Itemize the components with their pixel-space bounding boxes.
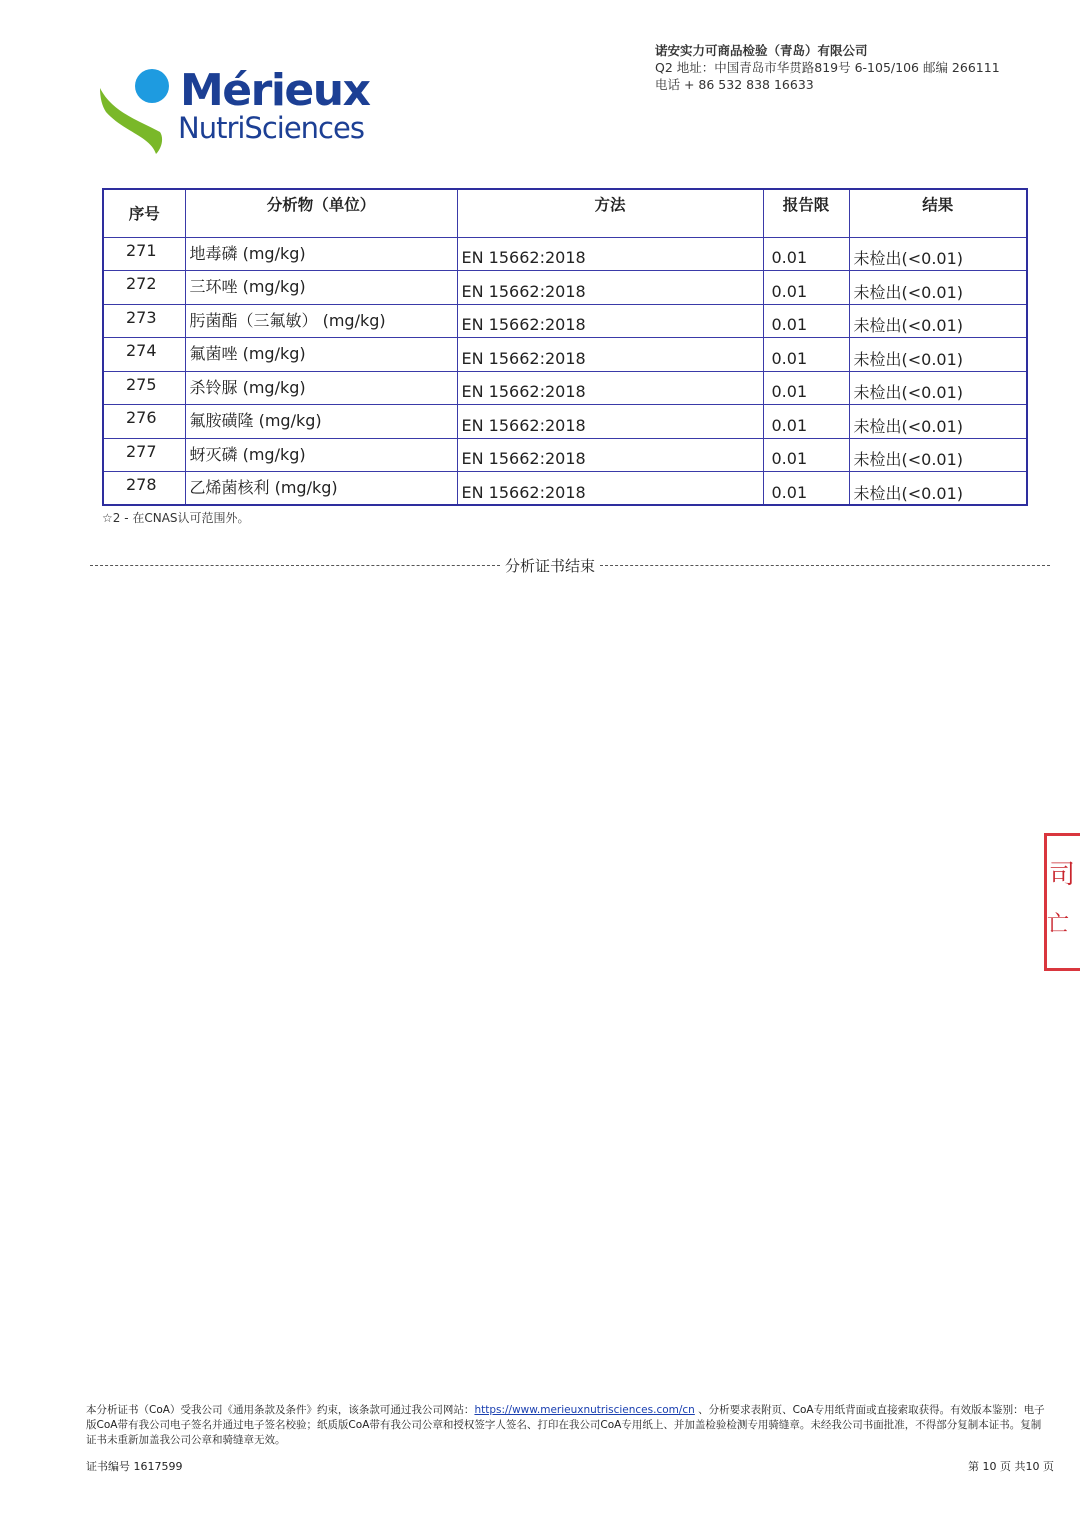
cell-limit: 0.01: [763, 237, 849, 271]
table-row: [103, 438, 1027, 472]
table-row: [103, 472, 1027, 506]
cell-result: 未检出(<0.01): [849, 304, 1027, 338]
header-analyte: 分析物（单位）: [185, 189, 457, 237]
disclaimer-text-post: 、分析要求表附页、CoA专用纸背面或直接索取获得。有效版本鉴别：电子版CoA带有我公司电子签名并通过电子签名校验；纸质版CoA带有我公司公章和授权签字人签名、打印在我公司CoA专用纸上、并加盖检验检测专用骑缝章。未经我公司书面批准，不得部分复制本证书。复制证书未重新加盖我公司公章和骑缝章无效。: [86, 1404, 1045, 1446]
table-row: [103, 338, 1027, 372]
cell-result: 未检出(<0.01): [849, 371, 1027, 405]
cell-analyte: 氟菌唑 (mg/kg): [185, 338, 457, 372]
logo-swoosh-icon: [98, 66, 178, 156]
cell-seq: 272: [103, 271, 185, 305]
cell-analyte: 乙烯菌核利 (mg/kg): [185, 472, 457, 506]
results-table: [102, 188, 1028, 506]
cell-seq: 278: [103, 472, 185, 506]
cell-seq: 274: [103, 338, 185, 372]
certificate-number: 证书编号 1617599: [86, 1460, 183, 1473]
cell-analyte: 肟菌酯（三氟敏） (mg/kg): [185, 304, 457, 338]
cell-method: EN 15662:2018: [457, 271, 763, 305]
stamp-char-2: 亡: [1047, 912, 1070, 937]
disclaimer-text-pre: 本分析证书（CoA）受我公司《通用条款及条件》约束，该条款可通过我公司网站：: [86, 1404, 475, 1416]
cell-result: 未检出(<0.01): [849, 271, 1027, 305]
cell-limit: 0.01: [763, 405, 849, 439]
certificate-end-marker: [90, 555, 1050, 577]
page-number: 第 10 页 共10 页: [968, 1460, 1054, 1473]
cell-method: EN 15662:2018: [457, 405, 763, 439]
cell-result: 未检出(<0.01): [849, 438, 1027, 472]
cell-result: 未检出(<0.01): [849, 405, 1027, 439]
cell-method: EN 15662:2018: [457, 472, 763, 506]
cell-limit: 0.01: [763, 371, 849, 405]
cell-limit: 0.01: [763, 304, 849, 338]
table-header-row: [103, 189, 1027, 237]
cell-seq: 276: [103, 405, 185, 439]
table-row: [103, 237, 1027, 271]
stamp-char-1: 司: [1049, 860, 1076, 890]
company-name: 诺安实力可商品检验（青岛）有限公司: [655, 43, 868, 58]
table-row: [103, 304, 1027, 338]
cell-method: EN 15662:2018: [457, 237, 763, 271]
header-result: 结果: [849, 189, 1027, 237]
company-phone: 电话 + 86 532 838 16633: [655, 77, 814, 92]
cell-analyte: 蚜灭磷 (mg/kg): [185, 438, 457, 472]
header-method: 方法: [457, 189, 763, 237]
cell-method: EN 15662:2018: [457, 304, 763, 338]
table-row: [103, 271, 1027, 305]
company-logo: [98, 66, 370, 156]
company-website-link[interactable]: https://www.merieuxnutrisciences.com/cn: [474, 1404, 695, 1416]
cell-analyte: 三环唑 (mg/kg): [185, 271, 457, 305]
footer-disclaimer: [86, 1403, 1048, 1448]
cell-result: 未检出(<0.01): [849, 237, 1027, 271]
cell-seq: 273: [103, 304, 185, 338]
cell-limit: 0.01: [763, 271, 849, 305]
table-row: [103, 405, 1027, 439]
header-seq: 序号: [103, 189, 185, 237]
cell-seq: 275: [103, 371, 185, 405]
cell-method: EN 15662:2018: [457, 371, 763, 405]
header-limit: 报告限: [763, 189, 849, 237]
cell-analyte: 地毒磷 (mg/kg): [185, 237, 457, 271]
cell-limit: 0.01: [763, 438, 849, 472]
dashed-divider-right: [600, 565, 1050, 566]
cnas-footnote: ☆2 - 在CNAS认可范围外。: [102, 511, 250, 525]
cell-seq: 277: [103, 438, 185, 472]
cell-method: EN 15662:2018: [457, 438, 763, 472]
logo-brand-line2: NutriSciences: [178, 111, 364, 145]
cell-seq: 271: [103, 237, 185, 271]
dashed-divider-left: [90, 565, 500, 566]
cell-result: 未检出(<0.01): [849, 472, 1027, 506]
company-info: [655, 42, 1000, 93]
logo-brand-line1: Mérieux: [180, 65, 370, 116]
cell-result: 未检出(<0.01): [849, 338, 1027, 372]
seal-stamp: [1044, 833, 1080, 971]
cell-analyte: 氟胺磺隆 (mg/kg): [185, 405, 457, 439]
certificate-end-text: 分析证书结束: [504, 557, 595, 575]
cell-limit: 0.01: [763, 472, 849, 506]
cell-method: EN 15662:2018: [457, 338, 763, 372]
table-row: [103, 371, 1027, 405]
cell-limit: 0.01: [763, 338, 849, 372]
company-address: Q2 地址：中国青岛市华贯路819号 6-105/106 邮编 266111: [655, 60, 1000, 75]
cell-analyte: 杀铃脲 (mg/kg): [185, 371, 457, 405]
